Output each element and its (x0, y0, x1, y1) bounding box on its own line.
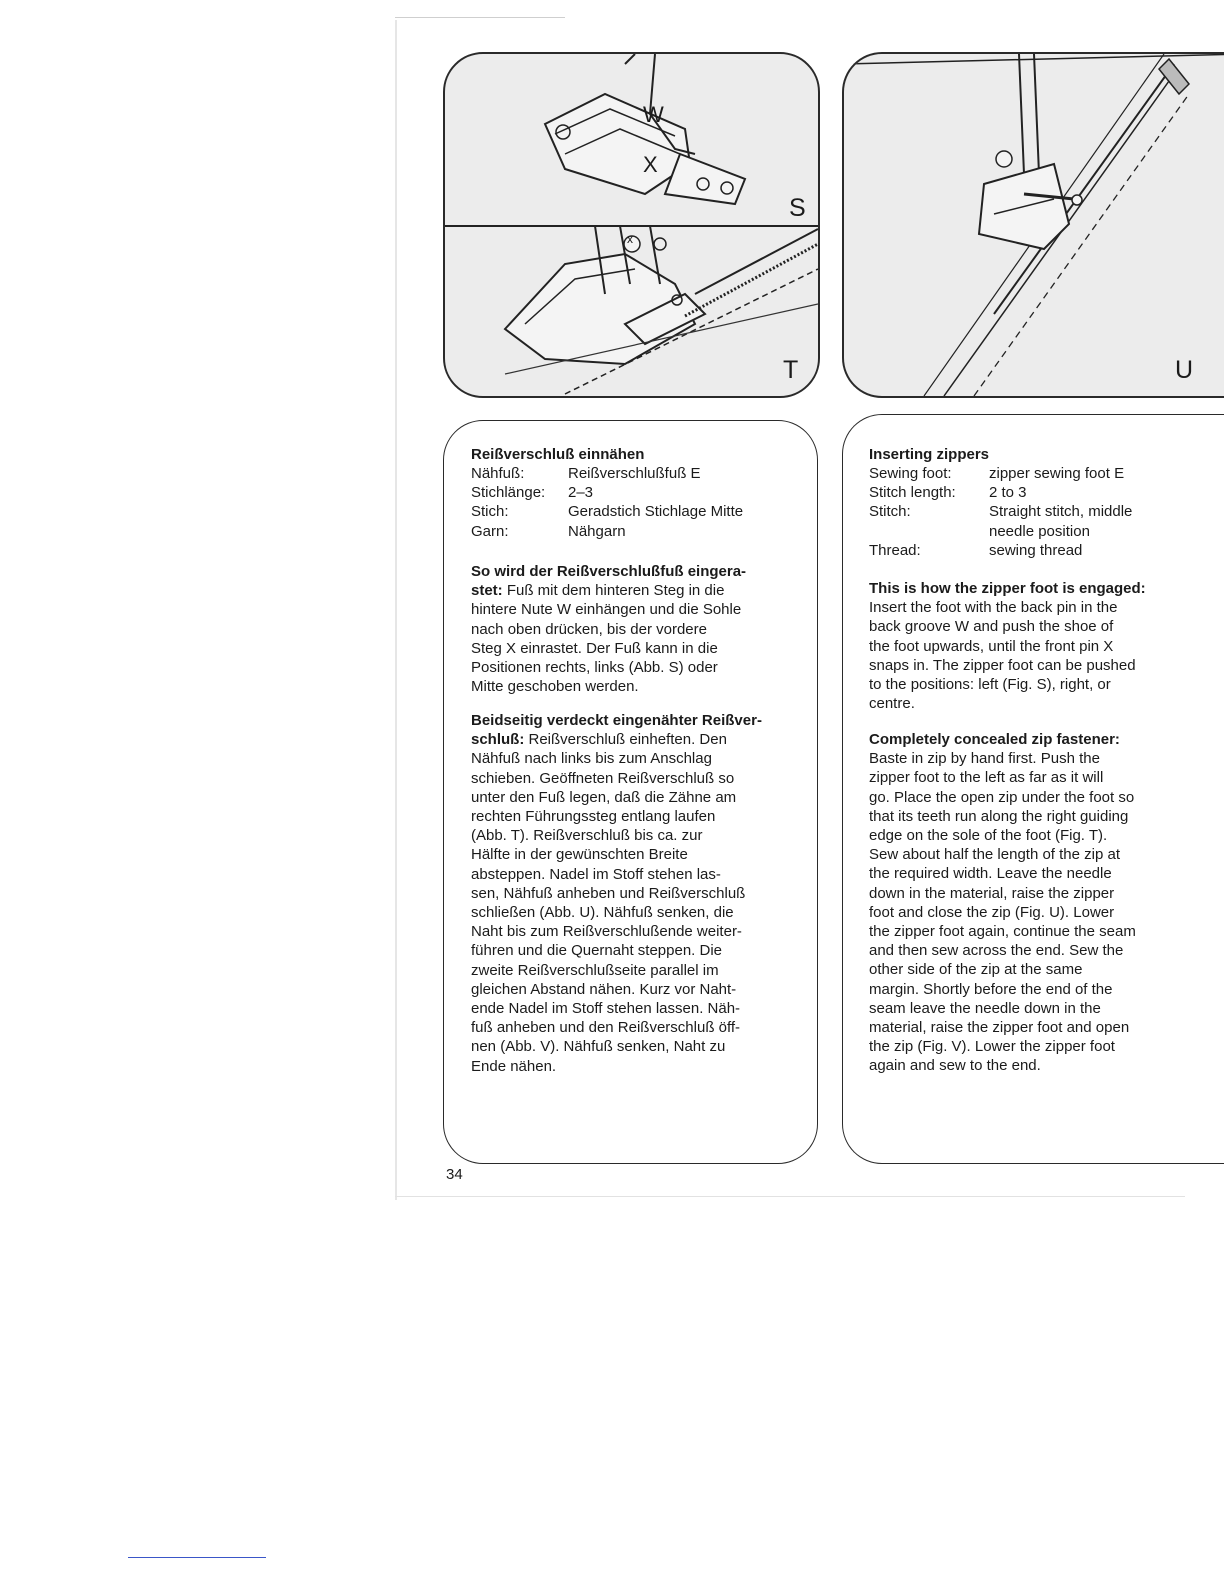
spec-key: Nähfuß: (471, 465, 525, 482)
para-line: and then sew across the end. Sew the (869, 942, 1124, 960)
para-line: Hälfte in der gewünschten Breite (471, 846, 688, 864)
scan-edge-left (395, 20, 397, 1200)
para-line: Steg X einrastet. Der Fuß kann in die (471, 639, 718, 657)
para-line: schließen (Abb. U). Nähfuß senken, die (471, 904, 734, 922)
para-lead: This is how the zipper foot is engaged: (869, 580, 1146, 597)
figure-label-s: S (789, 194, 806, 222)
german-para-engage (471, 562, 746, 696)
para-line: margin. Shortly before the end of the (869, 980, 1113, 998)
para-line: again and sew to the end. (869, 1057, 1041, 1075)
para-line: sen, Nähfuß anheben und Reißverschluß (471, 884, 746, 902)
spec-value: 2 to 3 (989, 484, 1027, 502)
spec-value: zipper sewing foot E (989, 465, 1125, 482)
para-line: Sew about half the length of the zip at (869, 846, 1121, 864)
para-line: hintere Nute W einhängen und die Sohle (471, 601, 742, 619)
para-line: to the positions: left (Fig. S), right, or (869, 676, 1111, 694)
para-line: the zipper foot again, continue the seam (869, 923, 1136, 941)
scan-edge-bottom (395, 1196, 1185, 1197)
para-line: schieben. Geöffneten Reißverschluß so (471, 769, 735, 787)
zipper-foot-illustration (445, 54, 818, 396)
footnote-rule (128, 1557, 266, 1558)
para-line: Positionen rechts, links (Abb. S) oder (471, 659, 718, 677)
para-line: Naht bis zum Reißverschlußende weiter- (471, 923, 742, 941)
german-text-panel (443, 420, 818, 1164)
para-line: the zip (Fig. V). Lower the zipper foot (869, 1038, 1115, 1056)
para-line: zweite Reißverschlußseite parallel im (471, 961, 719, 979)
para-lead: stet: (471, 582, 503, 600)
para-text: Reißverschluß einheften. Den (524, 731, 727, 749)
zipper-sewing-illustration (844, 54, 1224, 396)
figure-s-t-panel (443, 52, 820, 398)
scan-edge-top (395, 17, 565, 18)
german-specs (471, 464, 811, 541)
para-lead: So wird der Reißverschlußfuß eingera- (471, 563, 747, 580)
para-line: go. Place the open zip under the foot so (869, 788, 1135, 806)
spec-value: needle position (989, 522, 1090, 540)
para-line: other side of the zip at the same (869, 961, 1083, 979)
spec-value: Straight stitch, middle (989, 503, 1133, 521)
figure-u-panel (842, 52, 1224, 398)
para-line: that its teeth run along the right guiding (869, 807, 1129, 825)
para-line: foot and close the zip (Fig. U). Lower (869, 903, 1115, 921)
english-heading: Inserting zippers (869, 446, 990, 463)
para-line: gleichen Abstand nähen. Kurz vor Naht- (471, 980, 737, 998)
english-text-panel (842, 414, 1224, 1164)
spec-value: Reißverschlußfuß E (568, 465, 701, 482)
english-para-concealed (869, 730, 1136, 1076)
spec-value: Nähgarn (568, 522, 626, 540)
para-line: zipper foot to the left as far as it will (869, 769, 1104, 787)
spec-value: Geradstich Stichlage Mitte (568, 503, 744, 521)
para-line: back groove W and push the shoe of (869, 618, 1114, 636)
para-line: Insert the foot with the back pin in the (869, 599, 1118, 617)
spec-key: Stichlänge: (471, 484, 546, 502)
para-line: Nähfuß nach links bis zum Anschlag (471, 750, 712, 768)
figure-label-t: T (783, 356, 799, 384)
spec-key: Garn: (471, 522, 509, 540)
para-line: the foot upwards, until the front pin X (869, 637, 1114, 655)
para-text: Fuß mit dem hinteren Steg in die (502, 582, 725, 600)
spec-key: Stitch length: (869, 484, 956, 502)
para-line: seam leave the needle down in the (869, 999, 1101, 1017)
para-line: nach oben drücken, bis der vordere (471, 620, 707, 638)
english-specs (869, 464, 1209, 560)
para-line: the required width. Leave the needle (869, 865, 1112, 883)
para-lead: schluß: (471, 731, 525, 749)
english-para-engage (869, 579, 1146, 713)
para-line: material, raise the zipper foot and open (869, 1019, 1130, 1037)
german-para-concealed (471, 711, 762, 1076)
para-line: snaps in. The zipper foot can be pushed (869, 656, 1136, 674)
para-line: down in the material, raise the zipper (869, 884, 1115, 902)
para-line: Baste in zip by hand first. Push the (869, 750, 1100, 768)
para-line: rechten Führungssteg entlang laufen (471, 808, 716, 826)
para-line: absteppen. Nadel im Stoff stehen las- (471, 865, 721, 883)
para-line: (Abb. T). Reißverschluß bis ca. zur (471, 827, 703, 845)
para-lead: Beidseitig verdeckt eingenähter Reißver- (471, 712, 762, 729)
para-line: centre. (869, 695, 915, 713)
figure-label-u: U (1175, 356, 1194, 384)
para-lead: Completely concealed zip fastener: (869, 731, 1120, 748)
mark-x: X (643, 152, 658, 177)
para-line: unter den Fuß legen, daß die Zähne am (471, 788, 737, 806)
spec-key: Thread: (869, 541, 921, 559)
para-line: edge on the sole of the foot (Fig. T). (869, 827, 1108, 845)
para-line: fuß anheben und den Reißverschluß öff- (471, 1019, 741, 1037)
para-line: Ende nähen. (471, 1057, 557, 1075)
para-line: führen und die Quernaht steppen. Die (471, 942, 723, 960)
spec-key: Stich: (471, 503, 509, 521)
spec-key: Sewing foot: (869, 465, 952, 482)
para-line: Mitte geschoben werden. (471, 678, 639, 696)
para-line: ende Nadel im Stoff stehen lassen. Näh- (471, 1000, 741, 1018)
mark-w: W (643, 102, 664, 127)
spec-value: sewing thread (989, 541, 1083, 559)
spec-key: Stitch: (869, 503, 911, 521)
spec-value: 2–3 (568, 484, 594, 502)
german-heading: Reißverschluß einnähen (471, 446, 645, 463)
mark-x-circle: x (627, 232, 633, 246)
para-line: nen (Abb. V). Nähfuß senken, Naht zu (471, 1038, 726, 1056)
page-number: 34 (446, 1166, 463, 1183)
